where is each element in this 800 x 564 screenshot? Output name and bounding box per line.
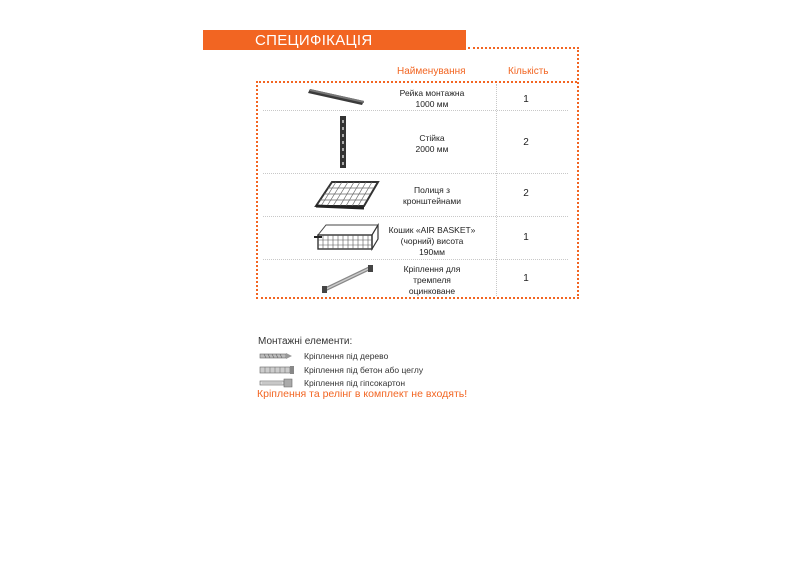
item-name-shelf xyxy=(377,185,487,207)
row-divider xyxy=(263,259,568,260)
row-divider xyxy=(263,110,568,111)
mounting-item-label: Кріплення під бетон або цеглу xyxy=(304,365,424,375)
item-name-line: 2000 мм xyxy=(415,144,449,154)
mounting-item-label: Кріплення під дерево xyxy=(304,351,389,361)
item-name-line: оцинковане xyxy=(408,286,456,296)
item-name-line: Полиця з xyxy=(413,185,451,195)
mounting-title: Монтажні елементи: xyxy=(258,336,353,347)
frame-top-dots xyxy=(468,47,579,49)
mounting-item-label: Кріплення під гіпсокартон xyxy=(304,378,406,388)
item-name-hanger-bar xyxy=(377,264,487,297)
item-name-line: Кріплення для xyxy=(403,264,461,274)
page-title: СПЕЦИФІКАЦІЯ xyxy=(255,32,373,49)
frame-right-dots xyxy=(577,47,579,299)
item-name-line: Рейка монтажна xyxy=(399,88,465,98)
section-title-bar xyxy=(203,30,466,50)
item-name-line: 190мм xyxy=(419,247,445,257)
hanger-bar-icon xyxy=(320,262,376,296)
item-qty: 1 xyxy=(523,273,529,284)
item-name-basket xyxy=(377,225,487,258)
item-name-line: (чорний) висота xyxy=(400,236,464,246)
item-name-line: Кошик «AIR BASKET» xyxy=(388,225,476,235)
rail-icon xyxy=(306,84,368,108)
item-qty: 1 xyxy=(523,232,529,243)
row-divider xyxy=(263,216,568,217)
item-name-rail xyxy=(377,88,487,110)
item-qty: 1 xyxy=(523,94,529,105)
frame-inner-top-dots xyxy=(256,81,577,83)
warning-note: Кріплення та релінг в комплект не входять! xyxy=(257,388,468,400)
item-name-line: кронштейнами xyxy=(403,196,461,206)
item-name-line: тремпеля xyxy=(413,275,451,285)
concrete-anchor-icon xyxy=(258,365,298,375)
upright-icon xyxy=(336,114,350,170)
item-qty: 2 xyxy=(523,188,529,199)
frame-bottom-dots xyxy=(256,297,579,299)
column-header-quantity: Кількість xyxy=(508,66,549,77)
column-divider xyxy=(496,84,497,296)
column-header-name: Найменування xyxy=(397,66,466,77)
wood-screw-icon xyxy=(258,351,298,361)
frame-left-dots xyxy=(256,81,258,299)
shelf-icon xyxy=(312,178,382,212)
basket-icon xyxy=(312,221,384,255)
item-name-upright xyxy=(377,133,487,155)
row-divider xyxy=(263,173,568,174)
drywall-anchor-icon xyxy=(258,378,298,388)
item-name-line: 1000 мм xyxy=(415,99,449,109)
item-name-line: Стійка xyxy=(419,133,445,143)
item-qty: 2 xyxy=(523,137,529,148)
